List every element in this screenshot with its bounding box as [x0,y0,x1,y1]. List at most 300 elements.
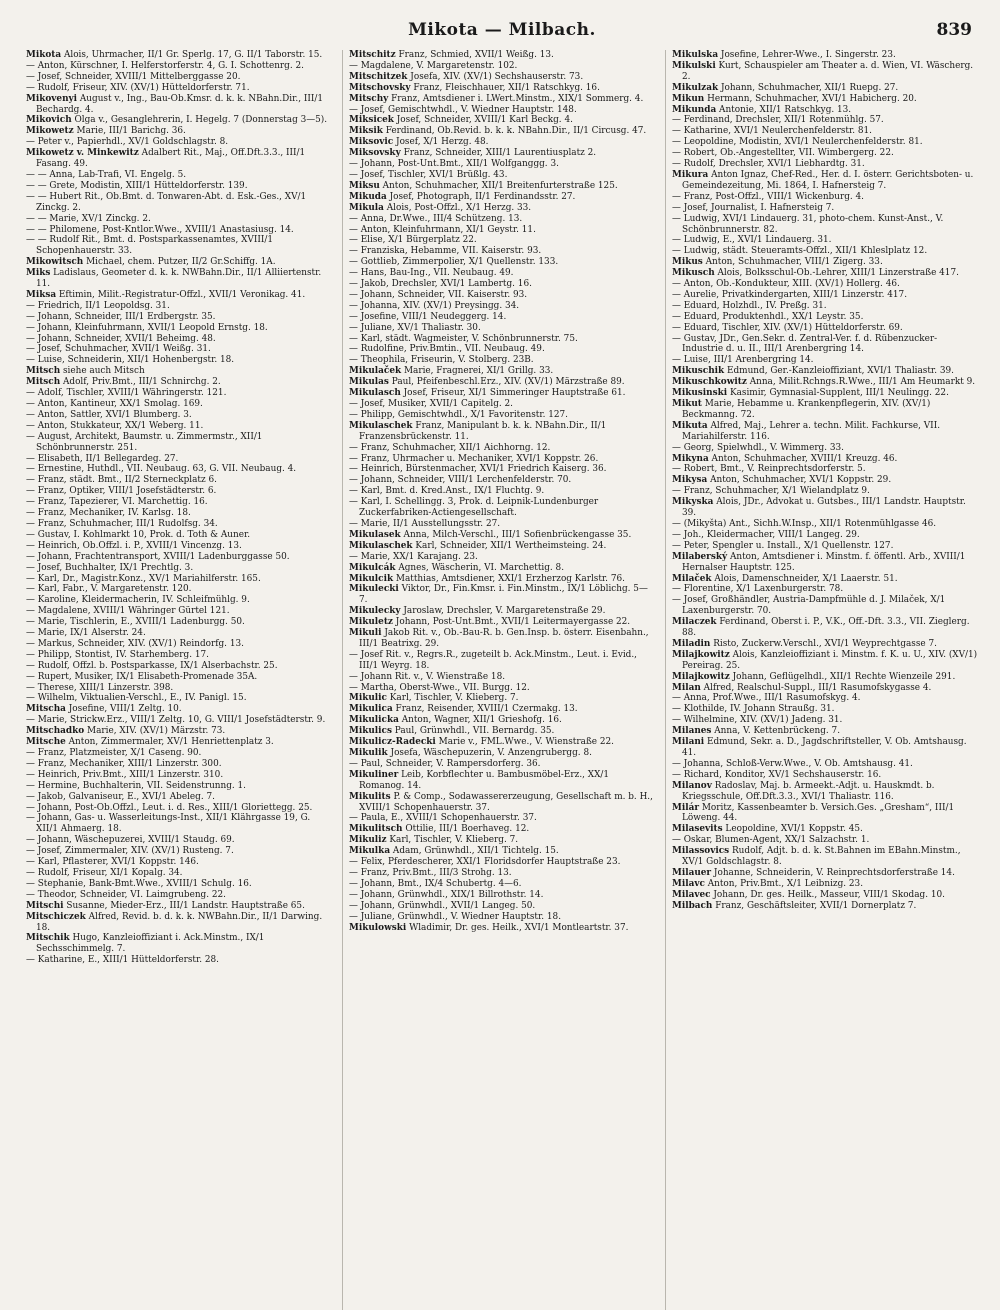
directory-entry [672,464,978,475]
entry-surname: Milanov [672,780,712,791]
directory-entry [672,901,978,912]
directory-entry [26,214,332,225]
entry-surname: Mikulasek [349,529,401,540]
directory-entry [349,137,655,148]
entry-text: Josefine, VIII/1 Zeltg. 10. [68,704,182,715]
directory-entry [349,290,655,301]
entry-surname: Mikulska [672,50,719,60]
directory-entry [672,334,978,356]
entry-text: — Katharine, E., XIII/1 Hütteldorferstr. 28. [26,955,219,966]
entry-surname: Mikulicka [349,715,399,726]
directory-entry [672,486,978,497]
entry-text: — Franz, Platzmeister, X/1 Caseng. 90. [26,748,202,758]
entry-text: — Josef Rit. v., Regrs.R., zugeteilt b. Ack.Minstm., Leut. i. Evid., III/1 Weyrg. 18. [349,649,637,671]
entry-text: — Eduard, Produktenhdl., XX/1 Leystr. 35. [672,311,864,322]
entry-surname: Mitschitzek [349,71,408,82]
directory-entry [672,257,978,268]
entry-surname: Milavc [672,878,705,889]
entry-text: Radoslav, Maj. b. Armeekt.-Adjt. u. Hauskmdt. b. Kriegsschule, Off.Dft.3.3., XVI/1 Thaliastr. 116. [682,780,935,802]
directory-entry [349,312,655,323]
entry-surname: Milassovics [672,846,730,857]
entry-text: Alois, Uhrmacher, II/1 Gr. Sperlg. 17, G. II/1 Taborstr. 15. [63,50,323,60]
entry-text: — Karl, Dr., Magistr.Konz., XV/1 Mariahilferstr. 165. [26,573,261,584]
entry-text: Wladimir, Dr. ges. Heilk., XVI/1 Montleartstr. 37. [409,922,629,933]
entry-text: — Philipp, Gemischtwhdl., X/1 Favoritenstr. 127. [349,409,568,420]
directory-entry [349,748,655,759]
entry-text: Anton, Schuhmacher, XII/1 Breitenfurterstraße 125. [382,180,618,191]
directory-entry [26,683,332,694]
entry-text: Ottilie, III/1 Boerhaveg. 12. [405,824,530,835]
entry-text: Marie, Fragnerei, XI/1 Grillg. 33. [403,366,554,377]
entry-text: — Johann, Schneider, VIII/1 Lerchenfelderstr. 70. [349,475,572,486]
directory-entry [672,94,978,105]
entry-text: Alois, Bolksschul-Ob.-Lehrer, XIII/1 Linzerstraße 417. [717,268,959,279]
entry-surname: Mikulcik [349,573,394,584]
entry-text: — Josefine, VIII/1 Neudeggerg. 14. [349,311,507,322]
directory-entry [672,530,978,541]
directory-entry [26,901,332,912]
entry-surname: Mikulasch [349,388,401,399]
entry-text: — Josef, Großhändler, Austria-Dampfmühle d. J. Milaček, X/1 Laxenburgerstr. 70. [672,595,946,617]
directory-entry [349,715,655,726]
entry-text: — Anton, Sattler, XVI/1 Blumberg. 3. [26,409,192,420]
directory-entry [26,519,332,530]
entry-text: — Johann, Gas- u. Wasserleitungs-Inst., XII/1 Klährgasse 19, G. XII/1 Ahmaerg. 18. [26,813,311,835]
directory-entry [26,541,332,552]
entry-text: Hugo, Kanzleioffiziant i. Ack.Minstm., IX/1 Sechsschimmelg. 7. [36,933,265,955]
entry-text: Alfred, Realschul-Suppl., III/1 Rasumofskygasse 4. [703,682,932,693]
entry-surname: Mikota [26,50,62,60]
directory-entry [349,890,655,901]
directory-entry [349,464,655,475]
entry-text: Moritz, Kassenbeamter b. Versich.Ges. „Gresham“, III/1 Löweng. 44. [682,802,955,824]
entry-text: Adam, Grünwhdl., XII/1 Tichtelg. 15. [392,846,559,857]
directory-entry [672,170,978,192]
entry-surname: Mitschy [349,93,389,104]
directory-entry [26,595,332,606]
directory-entry [349,61,655,72]
directory-entry [349,235,655,246]
entry-text: Josef, Schneider, XVIII/1 Karl Beckg. 4. [396,115,573,126]
entry-text: — Gustav, JDr., Gen.Sekr. d. Zentral-Ver. f. d. Rübenzucker-Industrie d. u. II., III/1 Arenbergring 14. [672,333,938,355]
entry-surname: Mikulica [349,704,393,715]
directory-entry [672,443,978,454]
entry-text: — Heinrich, Ob.Offzl. i. P., XVIII/1 Vincenzg. 13. [26,540,242,551]
entry-text: — Philipp, Stontist, IV. Starhemberg. 17. [26,649,209,660]
entry-text: Kasimir, Gymnasial-Supplent, III/1 Neulingg. 22. [729,388,949,399]
entry-text: — Rudolf, Friseur, XI/1 Kopalg. 34. [26,867,183,878]
directory-entry [26,486,332,497]
entry-surname: Milanes [672,726,712,737]
entry-text: — Josef, Tischler, XVI/1 Brüßlg. 43. [349,169,508,180]
entry-text: Anna, Milit.Rchngs.R.Wwe., III/1 Am Heumarkt 9. [749,377,976,388]
entry-text: Susanne, Mieder-Erz., III/1 Landstr. Hauptstraße 65. [66,900,305,911]
entry-text: — Theophila, Friseurin, V. Stolberg. 23B. [349,355,534,366]
directory-entry [672,105,978,116]
entry-text: Alois, JDr., Advokat u. Gutsbes., III/1 Landstr. Hauptstr. 39. [682,497,966,519]
entry-surname: Mikuda [349,191,387,202]
entry-surname: Milan [672,682,701,693]
directory-entry [349,475,655,486]
directory-entry [349,574,655,585]
entry-text: — Juliane, XV/1 Thaliastr. 30. [349,322,481,333]
entry-text: Rudolf, Adjt. b. d. k. St.Bahnen im EBahn.Minstm., XV/1 Goldschlagstr. 8. [682,846,961,868]
directory-entry [26,235,332,257]
directory-entry [26,890,332,901]
page-number: 839 [936,20,972,40]
directory-entry [26,737,332,748]
directory-entry [672,148,978,159]
directory-entry [26,846,332,857]
entry-surname: Mitschadko [26,726,85,737]
directory-entry [26,606,332,617]
directory-entry [672,868,978,879]
entry-text: Franz, Schneider, XIII/1 Laurentiusplatz 2. [403,148,597,159]
entry-surname: Mikulaschek [349,420,413,431]
directory-entry [672,846,978,868]
entry-surname: Mitschi [26,900,64,911]
entry-text: — Ludwig, XVI/1 Lindauerg. 31, photo-chem. Kunst-Anst., V. Schönbrunnerstr. 82. [672,213,944,235]
entry-text: — Karl, Bmt. d. Kred.Anst., IX/1 Fluchtg. 9. [349,486,545,497]
entry-text: Eftimin, Milit.-Registratur-Offzl., XVII/1 Veronikag. 41. [58,289,306,300]
directory-entry [349,399,655,410]
entry-text: — Ernestine, Huthdl., VII. Neubaug. 63, G. VII. Neubaug. 4. [26,464,297,475]
entry-text: — Peter v., Papierhdl., XV/1 Goldschlagstr. 8. [26,137,229,148]
directory-entry [349,388,655,399]
directory-entry [26,344,332,355]
entry-text: Josefa, XIV. (XV/1) Sechshauserstr. 73. [410,71,584,82]
entry-surname: Mikowitsch [26,257,84,268]
directory-entry [26,879,332,890]
directory-entry [672,61,978,83]
entry-surname: Mikusinski [672,388,728,399]
column-3 [665,50,978,1310]
directory-entry [26,115,332,126]
entry-text: — Franz, Schuhmacher, X/1 Wielandplatz 9. [672,486,870,497]
entry-text: — Martha, Oberst-Wwe., VII. Burgg. 12. [349,682,530,693]
directory-entry [26,192,332,214]
directory-entry [26,464,332,475]
directory-entry [349,50,655,61]
entry-text: — Magdalene, XVIII/1 Währinger Gürtel 121. [26,606,230,617]
directory-entry [349,693,655,704]
directory-entry [349,672,655,683]
entry-text: — Joh., Kleidermacher, VIII/1 Langeg. 29. [672,529,860,540]
entry-text: — — Anna, Lab-Trafi, VI. Engelg. 5. [26,169,187,180]
entry-text: — Franz, städt. Bmt., II/2 Sterneckplatz 6. [26,475,217,486]
entry-text: Antonie, XII/1 Ratschkyg. 13. [719,104,852,115]
directory-entry [349,541,655,552]
entry-text: Anton, Wagner, XII/1 Grieshofg. 16. [401,715,562,726]
entry-text: — Johann, Kleinfuhrmann, XVII/1 Leopold Ernstg. 18. [26,322,268,333]
directory-entry [26,748,332,759]
directory-entry [349,901,655,912]
entry-text: Franz, Reisender, XVIII/1 Czermakg. 13. [395,704,578,715]
directory-entry [26,835,332,846]
entry-text: — Rupert, Musiker, IX/1 Elisabeth-Promenade 35A. [26,671,258,682]
directory-entry [672,366,978,377]
directory-entry [672,159,978,170]
entry-text: — Anna, Dr.Wwe., III/4 Schützeng. 13. [349,213,523,224]
entry-surname: Mitschiczek [26,911,86,922]
directory-entry [349,759,655,770]
entry-text: Josefa, Wäschepuzerin, V. Anzengrubergg. 8. [390,748,592,758]
directory-entry [349,377,655,388]
entry-text: — Hans, Bau-Ing., VII. Neubaug. 49. [349,268,514,279]
entry-text: Anton, Schuhmacher, XVI/1 Koppstr. 29. [710,475,892,486]
directory-entry [26,72,332,83]
entry-surname: Milár [672,802,699,813]
directory-entry [26,933,332,955]
entry-text: — Luise, Schneiderin, XII/1 Hohenbergstr. 18. [26,355,235,366]
entry-text: — Johann, Wäschepuzerei, XVIII/1 Staudg. 69. [26,835,235,846]
entry-text: Johann, Geflügelhdl., XII/1 Rechte Wienzeile 291. [732,671,956,682]
directory-entry [349,497,655,519]
entry-text: — Markus, Schneider, XIV. (XV/1) Reindorfg. 13. [26,638,244,649]
entry-text: Anton, Priv.Bmt., X/1 Leibnizg. 23. [707,878,864,889]
directory-entry [349,563,655,574]
entry-surname: Miksovic [349,137,394,148]
directory-entry [26,225,332,236]
directory-entry [349,530,655,541]
entry-text: August v., Ing., Bau-Ob.Kmsr. d. k. k. NBahn.Dir., III/1 Bechardg. 4. [36,93,323,115]
entry-text: Paul, Pfeifenbeschl.Erz., XIV. (XV/1) Märzstraße 89. [391,377,625,388]
entry-surname: Mikulecky [349,606,401,617]
entry-text: — Johann, Post-Ob.Offzl., Leut. i. d. Res., XIII/1 Gloriettegg. 25. [26,802,313,813]
entry-surname: Mitsche [26,737,66,748]
directory-entry [26,803,332,814]
directory-entry [26,301,332,312]
entry-text: — Stephanie, Bank-Bmt.Wwe., XVIII/1 Schulg. 16. [26,878,252,889]
entry-text: — Felix, Pferdescherer, XXI/1 Floridsdorfer Hauptstraße 23. [349,857,621,868]
directory-entry [349,72,655,83]
directory-entry [672,574,978,585]
directory-entry [26,355,332,366]
entry-text: Leopoldine, XVI/1 Koppstr. 45. [725,824,863,835]
entry-text: Marie v., FML.Wwe., V. Wienstraße 22. [438,737,614,748]
directory-entry [672,126,978,137]
directory-entry [672,879,978,890]
entry-text: — — Marie, XV/1 Zinckg. 2. [26,213,151,224]
entry-surname: Mikuschik [672,366,725,377]
directory-entry [672,323,978,334]
entry-text: — Jakob, Drechsler, XVI/1 Lambertg. 16. [349,279,532,290]
directory-entry [349,410,655,421]
entry-surname: Milajkowitz [672,649,730,660]
entry-text: — Elisabeth, II/1 Bellegardeg. 27. [26,453,179,464]
entry-text: — Klothilde, IV. Johann Straußg. 31. [672,704,835,715]
directory-entry [349,105,655,116]
entry-text: — Juliane, Grünwhdl., V. Wiedner Hauptstr. 18. [349,911,562,922]
entry-text: Anton, Amtsdiener i. Minstm. f. öffentl. Arb., XVIII/1 Hernalser Hauptstr. 125. [682,551,966,573]
directory-entry [349,115,655,126]
directory-entry [672,552,978,574]
entry-text: — Rudolf, Friseur, XIV. (XV/1) Hütteldorferstr. 71. [26,82,250,93]
entry-text: — Hermine, Buchhalterin, VII. Seidenstrunng. 1. [26,780,247,791]
directory-entry [349,912,655,923]
entry-text: — Peter, Spengler u. Install., X/1 Quellenstr. 127. [672,540,894,551]
entry-text: Jaroslaw, Drechsler, V. Margaretenstraße 29. [403,606,606,617]
entry-text: — Anton, Kleinfuhrmann, XI/1 Geystr. 11. [349,224,536,235]
entry-text: Kurt, Schauspieler am Theater a. d. Wien, VI. Wäscherg. 2. [682,60,974,82]
directory-entry [672,835,978,846]
entry-text: Alois, Kanzleioffiziant i. Minstm. f. K. u. U., XIV. (XV/1) Pereirag. 25. [682,649,978,671]
directory-entry [672,672,978,683]
directory-entry [672,279,978,290]
entry-text: Jakob Rit. v., Ob.-Bau-R. b. Gen.Insp. b. österr. Eisenbahn., III/1 Beatrixg. 29. [359,628,649,649]
directory-entry [349,170,655,181]
entry-text: — (Mikyšta) Ant., Sichh.W.Insp., XII/1 Rotenmühlgasse 46. [672,518,937,529]
directory-entry [349,192,655,203]
directory-entry [349,552,655,563]
directory-entry [672,781,978,803]
entry-text: Adalbert Rit., Maj., Off.Dft.3.3., III/1 Fasang. 49. [36,148,306,170]
directory-entry [672,824,978,835]
directory-entry [26,617,332,628]
directory-entry [349,683,655,694]
directory-entry [672,803,978,825]
entry-text: — Karoline, Kleidermacherin, IV. Schleifmühlg. 9. [26,595,250,606]
entry-text: siehe auch Mitsch [62,366,145,377]
directory-entry [26,475,332,486]
entry-text: Franz, Fleischhauer, XII/1 Ratschkyg. 16. [413,82,600,93]
entry-surname: Mikowetz [26,126,74,137]
directory-entry [349,770,655,792]
directory-entry [349,824,655,835]
directory-entry [672,268,978,279]
directory-entry [672,737,978,759]
directory-entry [672,595,978,617]
entry-text: — Paul, Schneider, V. Rampersdorferg. 36. [349,758,541,769]
entry-text: — Johann, Grünwhdl., XVII/1 Langeg. 50. [349,900,536,911]
directory-entry [672,399,978,421]
entry-text: — Josef, Musiker, XVII/1 Capitelg. 2. [349,399,513,409]
entry-surname: Milani [672,737,705,748]
directory-entry [26,50,332,61]
entry-surname: Mikyska [672,497,714,508]
entry-text: — Johanna, XIV. (XV/1) Preysingg. 34. [349,300,520,311]
entry-text: Alois, Damenschneider, X/1 Laaerstr. 51. [714,573,898,584]
entry-text: — Johann, Schneider, III/1 Erdbergstr. 35. [26,311,216,322]
entry-text: — Wilhelm, Viktualien-Verschl., E., IV. Panigl. 15. [26,693,247,704]
entry-text: — Franz, Tapezierer, VI. Marchettig. 16. [26,497,208,508]
column-1 [26,50,332,1310]
entry-surname: Miladin [672,638,711,649]
directory-entry [349,617,655,628]
entry-surname: Mikulzak [672,82,719,93]
entry-text: — Wilhelmine, XIV. (XV/1) Jadeng. 31. [672,715,843,726]
entry-text: — — Hubert Rit., Ob.Bmt. d. Tonwaren-Abt. d. Esk.-Ges., XV/1 Zinckg. 2. [26,191,307,213]
entry-text: Franz, Schmied, XVII/1 Weißg. 13. [398,50,554,60]
entry-surname: Miksicek [349,115,394,126]
directory-entry [26,759,332,770]
entry-text: — Anton, Kantineur, XX/1 Smolag. 169. [26,399,203,409]
entry-text: Josef, X/1 Herzg. 48. [396,137,489,148]
directory-entry [672,693,978,704]
entry-text: — Adolf, Tischler, XVIII/1 Währingerstr. 121. [26,388,227,399]
entry-surname: Mikysa [672,475,708,486]
entry-text: — Aurelie, Privatkindergarten, XIII/1 Linzerstr. 417. [672,289,908,300]
directory-entry [26,126,332,137]
entry-text: — Therese, XIII/1 Linzerstr. 398. [26,682,174,693]
entry-text: — Marie, II/1 Ausstellungsstr. 27. [349,518,501,529]
directory-entry [26,868,332,879]
directory-entry [672,137,978,148]
entry-text: Alois, Post-Offzl., X/1 Herzg. 33. [386,202,532,213]
directory-entry [26,726,332,737]
entry-text: — Johanna, Schloß-Verw.Wwe., V. Ob. Amtshausg. 41. [672,758,913,769]
directory-entry [26,61,332,72]
directory-entry [349,334,655,345]
entry-text: — Josef, Gemischtwhdl., V. Wiedner Hauptstr. 148. [349,104,577,115]
directory-entry [26,366,332,377]
entry-text: Matthias, Amtsdiener, XXI/1 Erzherzog Karlstr. 76. [395,573,625,584]
directory-entry [672,192,978,203]
entry-text: Franz, Manipulant b. k. k. NBahn.Dir., II/1 Franzensbrückenstr. 11. [359,420,607,442]
entry-surname: Milaczek [672,617,717,628]
directory-entry [672,704,978,715]
entry-text: — Ludwig, E., XVI/1 Lindauerg. 31. [672,235,832,246]
entry-text: — Richard, Konditor, XV/1 Sechshauserstr. 16. [672,769,882,780]
entry-text: — Karl, I. Schellingg. 3, Prok. d. Leipnik-Lundenburger Zuckerfabriken-Actiengesellschaft. [349,497,599,519]
directory-entry [26,83,332,94]
entry-text: Anna, V. Kettenbrückeng. 7. [714,726,841,737]
entry-text: Marie, XIV. (XV/1) Märzstr. 73. [87,726,226,737]
directory-entry [26,672,332,683]
directory-entry [672,650,978,672]
entry-text: Anton, Schuhmacher, VIII/1 Zigerg. 33. [705,257,883,268]
entry-text: Marie, Hebamme u. Krankenpflegerin, XIV. (XV/1) Beckmanng. 72. [682,399,931,420]
directory-entry [349,203,655,214]
entry-surname: Milauer [672,867,712,878]
entry-text: — — Rudolf Rit., Bmt. d. Postsparkassenamtes, XVIII/1 Schopenhauerstr. 33. [26,235,273,257]
directory-entry [672,454,978,465]
entry-surname: Mitschitz [349,50,396,60]
entry-surname: Mikulaschek [349,540,413,551]
directory-entry [26,704,332,715]
directory-entry [26,410,332,421]
entry-surname: Milajkowitz [672,671,730,682]
entry-text: Edmund, Sekr. a. D., Jagdschriftsteller, V. Ob. Amtshausg. 41. [682,737,967,758]
directory-entry [349,628,655,650]
entry-text: — Florentine, X/1 Laxenburgerstr. 78. [672,584,844,595]
entry-text: — Robert, Ob.-Angestellter, VII. Wimbergerg. 22. [672,148,894,159]
entry-surname: Mitscha [26,704,66,715]
entry-surname: Mikut [672,399,702,409]
directory-entry [26,628,332,639]
entry-text: — Paula, E., XVIII/1 Schopenhauerstr. 37. [349,813,537,824]
entry-surname: Miksu [349,180,380,191]
entry-surname: Mikulitsch [349,824,403,835]
directory-entry [26,257,332,268]
directory-entry [349,835,655,846]
entry-text: Johann, Dr. ges. Heilk., Masseur, VIII/1 Skodag. 10. [713,889,945,900]
entry-text: — Heinrich, Bürstenmacher, XVI/1 Friedrich Kaiserg. 36. [349,464,607,475]
entry-text: Adolf, Priv.Bmt., III/1 Schnirchg. 2. [62,377,221,388]
entry-text: — Johann, Bmt., IX/4 Schubertg. 4—6. [349,878,522,889]
directory-entry [26,170,332,181]
entry-text: — Johann, Grünwhdl., XIX/1 Billrothstr. 14. [349,889,544,900]
entry-text: — Ferdinand, Drechsler, XII/1 Rotenmühlg. 57. [672,115,884,126]
directory-entry [672,203,978,214]
directory-entry [672,726,978,737]
entry-text: Alfred, Maj., Lehrer a. techn. Milit. Fachkurse, VII. Mariahilferstr. 116. [682,420,941,442]
entry-surname: Mikulski [672,60,716,71]
directory-entry [349,214,655,225]
entry-surname: Mikura [672,169,709,180]
column-2 [342,50,655,1310]
entry-text: — Johann Rit. v., V. Wienstraße 18. [349,671,506,682]
